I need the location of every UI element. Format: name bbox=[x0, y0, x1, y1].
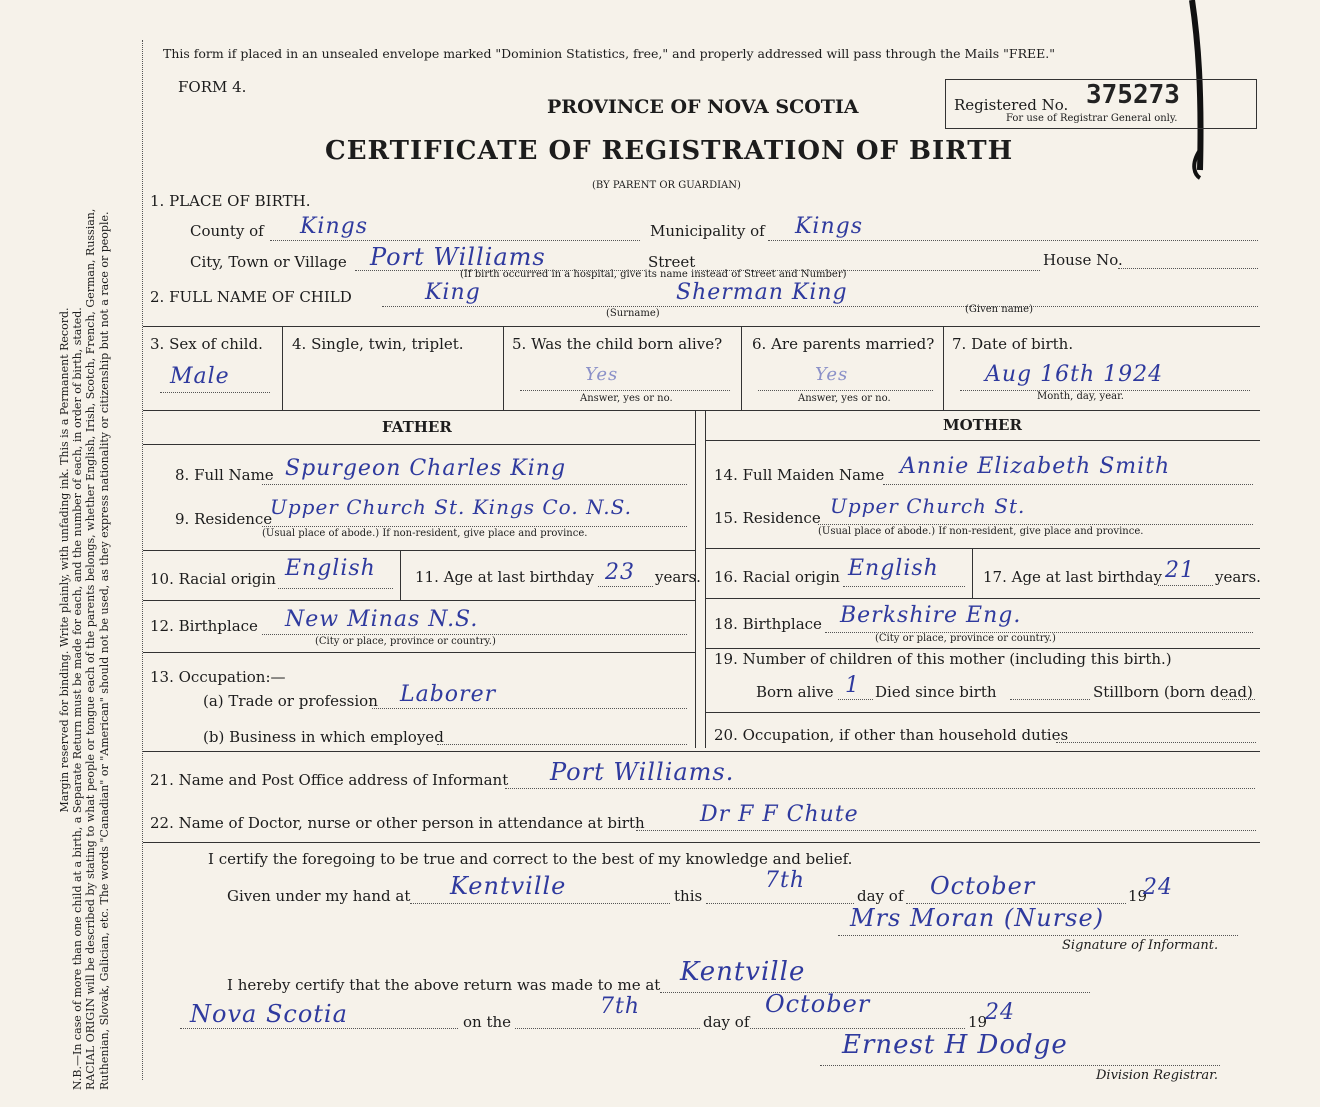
informant-signature: Mrs Moran (Nurse) bbox=[850, 904, 1105, 932]
mother-name: Annie Elizabeth Smith bbox=[900, 454, 1171, 479]
county-label: County of bbox=[190, 222, 264, 240]
mother-birthplace-label: 18. Birthplace bbox=[714, 615, 822, 633]
occupation-label: 13. Occupation:— bbox=[150, 668, 286, 686]
informant-signature-caption: Signature of Informant. bbox=[1062, 938, 1219, 953]
alive-caption: Answer, yes or no. bbox=[580, 393, 673, 404]
given-day: 7th bbox=[765, 868, 806, 893]
registered-number: 375273 bbox=[1086, 80, 1180, 110]
given-caption: (Given name) bbox=[965, 304, 1033, 315]
father-name: Spurgeon Charles King bbox=[285, 456, 567, 481]
dob-value: Aug 16th 1924 bbox=[985, 362, 1164, 387]
children-label: 19. Number of children of this mother (including this birth.) bbox=[714, 650, 1172, 668]
stillborn-label: Stillborn (born dead) bbox=[1093, 683, 1253, 701]
mother-residence-label: 15. Residence bbox=[714, 509, 821, 527]
registrar-statement: I hereby certify that the above return was made to me at bbox=[227, 976, 661, 994]
father-age-years: years. bbox=[655, 568, 701, 586]
margin-instructions bbox=[58, 30, 111, 1090]
given-day-of-label: day of bbox=[857, 887, 904, 905]
registrar-caption: Division Registrar. bbox=[1096, 1068, 1218, 1083]
municipality-label: Municipality of bbox=[650, 222, 765, 240]
given-year: 24 bbox=[1143, 875, 1173, 900]
mother-age-label: 17. Age at last birthday bbox=[983, 568, 1162, 586]
father-race: English bbox=[285, 556, 376, 581]
child-name-label: 2. FULL NAME OF CHILD bbox=[150, 288, 352, 306]
mother-heading: MOTHER bbox=[943, 416, 1022, 434]
registrar-signature: Ernest H Dodge bbox=[842, 1030, 1068, 1060]
father-residence-label: 9. Residence bbox=[175, 510, 273, 528]
plurality-label: 4. Single, twin, triplet. bbox=[292, 335, 464, 353]
given-month: October bbox=[930, 872, 1036, 900]
registrar-province: Nova Scotia bbox=[190, 1000, 348, 1028]
doctor-label: 22. Name of Doctor, nurse or other person in attendance at birth bbox=[150, 814, 645, 832]
doctor-value: Dr F F Chute bbox=[700, 802, 859, 827]
married-caption: Answer, yes or no. bbox=[798, 393, 891, 404]
father-birthplace-label: 12. Birthplace bbox=[150, 617, 258, 635]
racial-note-1: RACIAL ORIGIN will be described by stating to what people or tongue each of the parents belongs, whether English, Irish, Scotch, French, German, Russian, bbox=[84, 208, 98, 1090]
married-label: 6. Are parents married? bbox=[752, 335, 935, 353]
certify-statement: I certify the foregoing to be true and correct to the best of my knowledge and belief. bbox=[208, 850, 853, 868]
mother-residence: Upper Church St. bbox=[830, 494, 1026, 518]
registrar-day: 7th bbox=[600, 994, 641, 1019]
racial-note-2: Ruthenian, Slovak, Galician, etc. The words "Canadian" or "American" should not be used, as they express nationality or citizenship but not a race or people. bbox=[97, 211, 111, 1090]
married-value: Yes bbox=[815, 364, 849, 385]
alive-value: Yes bbox=[585, 364, 619, 385]
trade-label: (a) Trade or profession bbox=[203, 692, 378, 710]
registrar-note: For use of Registrar General only. bbox=[1006, 113, 1178, 124]
dob-label: 7. Date of birth. bbox=[952, 335, 1074, 353]
father-age-label: 11. Age at last birthday bbox=[415, 568, 594, 586]
binding-margin-line bbox=[142, 40, 144, 1080]
street-label: Street bbox=[648, 253, 696, 271]
informant-value: Port Williams. bbox=[550, 758, 735, 786]
margin-note: Margin reserved for binding. Write plainly, with unfading ink. This is a Permanent Record. bbox=[58, 307, 71, 813]
father-race-label: 10. Racial origin bbox=[150, 570, 276, 588]
mother-birthplace: Berkshire Eng. bbox=[840, 603, 1022, 628]
sex-value: Male bbox=[170, 364, 230, 389]
mother-age: 21 bbox=[1165, 558, 1195, 583]
place-heading: 1. PLACE OF BIRTH. bbox=[150, 192, 311, 210]
child-given-name: Sherman King bbox=[676, 280, 848, 305]
alive-label: 5. Was the child born alive? bbox=[512, 335, 723, 353]
business-label: (b) Business in which employed bbox=[203, 728, 444, 746]
house-label: House No. bbox=[1043, 251, 1123, 269]
father-residence-caption: (Usual place of abode.) If non-resident, give place and province. bbox=[262, 528, 588, 539]
father-heading: FATHER bbox=[382, 418, 452, 436]
mail-note: This form if placed in an unsealed envelope marked "Dominion Statistics, free," and properly addressed will pass through the Mails "FREE." bbox=[163, 46, 1055, 61]
city-value: Port Williams bbox=[370, 243, 546, 271]
surname-caption: (Surname) bbox=[606, 308, 660, 319]
father-age: 23 bbox=[605, 560, 635, 585]
nb-note: N.B.—In case of more than one child at a birth, a Separate Return must be made for each, and the number of each, in order of birth, stated. bbox=[71, 307, 85, 1090]
registrar-year: 24 bbox=[985, 1000, 1015, 1025]
given-year-prefix: 19 bbox=[1128, 887, 1148, 905]
sex-label: 3. Sex of child. bbox=[150, 335, 263, 353]
registrar-day-of-label: day of bbox=[703, 1013, 750, 1031]
born-alive-label: Born alive bbox=[756, 683, 834, 701]
mother-occupation-label: 20. Occupation, if other than household duties bbox=[714, 726, 1069, 744]
father-birthplace: New Minas N.S. bbox=[285, 607, 479, 632]
page-title: CERTIFICATE OF REGISTRATION OF BIRTH bbox=[325, 136, 1014, 166]
county-value: Kings bbox=[300, 214, 369, 239]
page-subtitle: (BY PARENT OR GUARDIAN) bbox=[592, 180, 741, 191]
died-label: Died since birth bbox=[875, 683, 997, 701]
father-residence: Upper Church St. Kings Co. N.S. bbox=[270, 495, 633, 519]
registration-box bbox=[945, 79, 1257, 129]
form-number: FORM 4. bbox=[178, 78, 247, 96]
this-label: this bbox=[674, 887, 703, 905]
municipality-value: Kings bbox=[795, 214, 864, 239]
dob-caption: Month, day, year. bbox=[1037, 391, 1124, 402]
trade-value: Laborer bbox=[400, 682, 497, 707]
child-surname: King bbox=[425, 280, 481, 305]
mother-birthplace-caption: (City or place, province or country.) bbox=[875, 633, 1056, 644]
hospital-note: (If birth occurred in a hospital, give its name instead of Street and Number) bbox=[460, 269, 847, 280]
given-label: Given under my hand at bbox=[227, 887, 411, 905]
on-the-label: on the bbox=[463, 1013, 512, 1031]
mother-age-years: years. bbox=[1215, 568, 1261, 586]
mother-residence-caption: (Usual place of abode.) If non-resident, give place and province. bbox=[818, 526, 1144, 537]
province-heading: PROVINCE OF NOVA SCOTIA bbox=[547, 96, 859, 118]
city-label: City, Town or Village bbox=[190, 253, 347, 271]
mother-name-label: 14. Full Maiden Name bbox=[714, 466, 885, 484]
informant-label: 21. Name and Post Office address of Informant bbox=[150, 771, 509, 789]
registrar-place: Kentville bbox=[680, 957, 806, 987]
registered-label: Registered No. bbox=[954, 96, 1069, 114]
father-birthplace-caption: (City or place, province or country.) bbox=[315, 636, 496, 647]
given-place: Kentville bbox=[450, 872, 567, 900]
mother-race-label: 16. Racial origin bbox=[714, 568, 840, 586]
registrar-year-prefix: 19 bbox=[968, 1013, 988, 1031]
born-alive-value: 1 bbox=[845, 673, 860, 698]
registrar-month: October bbox=[765, 990, 871, 1018]
mother-race: English bbox=[848, 556, 939, 581]
father-name-label: 8. Full Name bbox=[175, 466, 274, 484]
